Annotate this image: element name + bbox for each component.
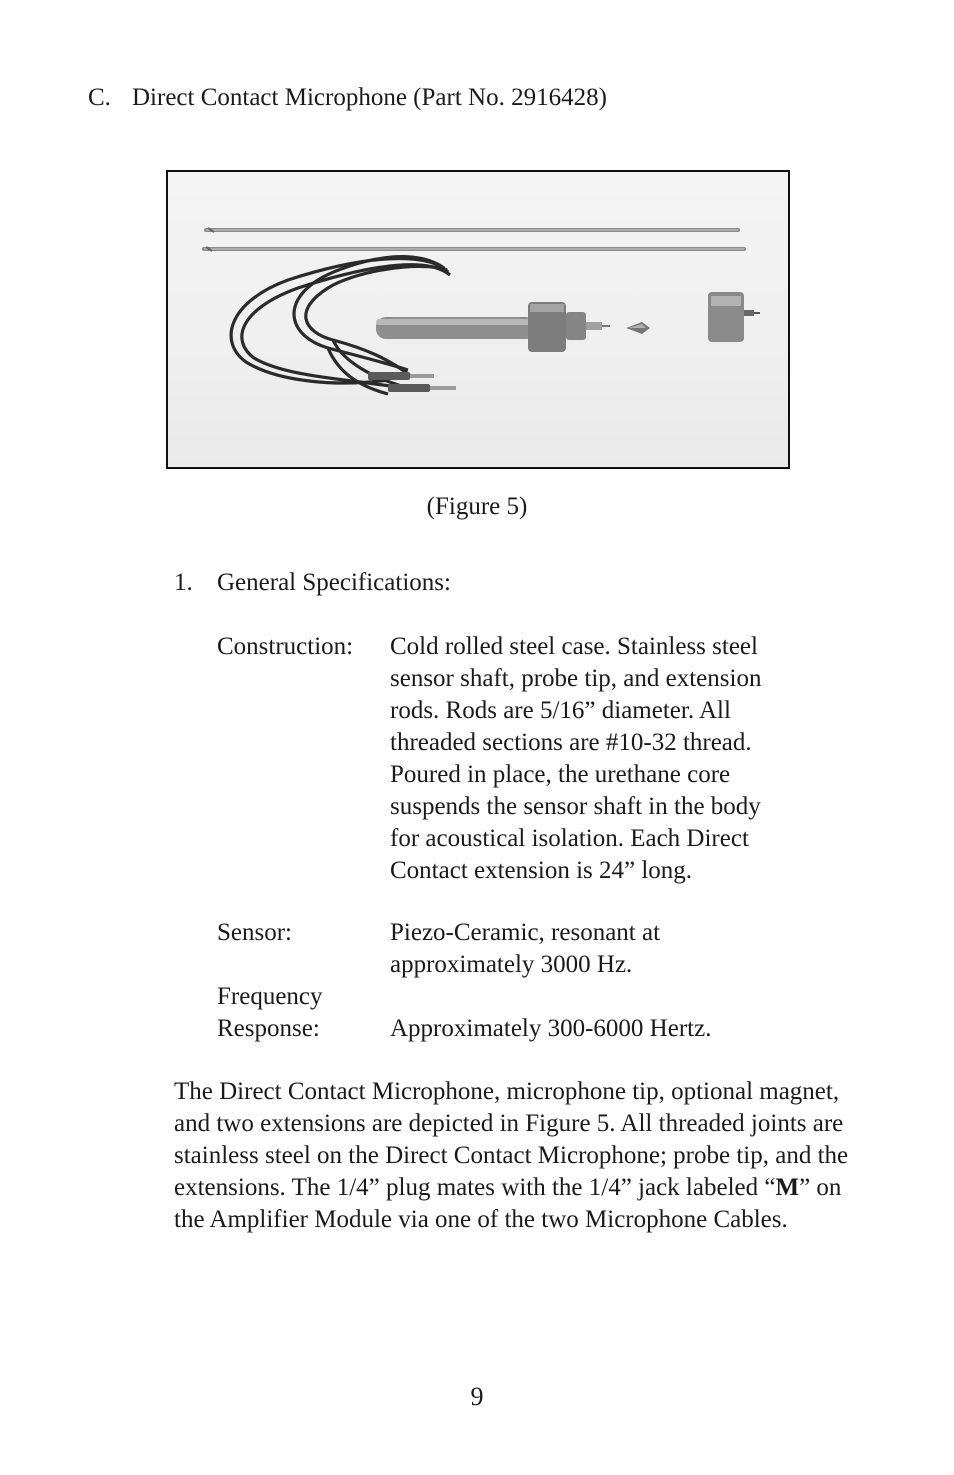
section-heading bbox=[88, 82, 607, 114]
jack-label-bold: M bbox=[775, 1174, 800, 1201]
microphone-body bbox=[376, 302, 610, 352]
section-title: Direct Contact Microphone (Part No. 2916428) bbox=[132, 84, 607, 111]
extension-rods bbox=[204, 228, 744, 251]
summary-line: The Direct Contact Microphone, microphone tip, optional magnet, bbox=[174, 1078, 840, 1105]
page-number: 9 bbox=[470, 1382, 484, 1411]
sensor-line: Piezo-Ceramic, resonant at bbox=[390, 919, 661, 946]
optional-magnet bbox=[708, 292, 760, 342]
construction-value bbox=[390, 631, 761, 887]
summary-line4-after: ” on bbox=[799, 1174, 842, 1201]
probe-tip bbox=[626, 322, 650, 334]
figure-caption: (Figure 5) bbox=[426, 493, 528, 520]
spec-heading-text: General Specifications: bbox=[217, 569, 451, 596]
figure-photo bbox=[166, 170, 790, 469]
sensor-line: approximately 3000 Hz. bbox=[390, 951, 633, 978]
construction-line: Contact extension is 24” long. bbox=[390, 857, 693, 884]
construction-line: sensor shaft, probe tip, and extension bbox=[390, 665, 762, 692]
construction-line: threaded sections are #10-32 thread. bbox=[390, 729, 752, 756]
construction-line: rods. Rods are 5/16” diameter. All bbox=[390, 697, 731, 724]
sensor-label: Sensor: bbox=[217, 919, 292, 946]
spec-number: 1. bbox=[174, 569, 193, 596]
frequency-label bbox=[217, 981, 323, 1045]
spec-heading bbox=[174, 567, 451, 599]
section-letter: C. bbox=[88, 84, 111, 111]
sensor-value bbox=[390, 917, 660, 981]
summary-paragraph bbox=[174, 1076, 874, 1236]
summary-line: stainless steel on the Direct Contact Microphone; probe tip, and the bbox=[174, 1142, 849, 1169]
construction-line: Poured in place, the urethane core bbox=[390, 761, 731, 788]
frequency-label-line2: Response: bbox=[217, 1015, 320, 1042]
microphone-kit-illustration bbox=[168, 172, 788, 467]
construction-line: for acoustical isolation. Each Direct bbox=[390, 825, 749, 852]
summary-line bbox=[174, 1172, 874, 1204]
summary-line4-before: extensions. The 1/4” plug mates with the 1/4” jack labeled “ bbox=[174, 1174, 776, 1201]
construction-line: suspends the sensor shaft in the body bbox=[390, 793, 761, 820]
summary-line: and two extensions are depicted in Figure 5. All threaded joints are bbox=[174, 1110, 844, 1137]
construction-label: Construction: bbox=[217, 633, 354, 660]
summary-line: the Amplifier Module via one of the two Microphone Cables. bbox=[174, 1206, 788, 1233]
construction-line: Cold rolled steel case. Stainless steel bbox=[390, 633, 758, 660]
frequency-value: Approximately 300-6000 Hertz. bbox=[390, 1015, 712, 1042]
frequency-label-line1: Frequency bbox=[217, 983, 323, 1010]
